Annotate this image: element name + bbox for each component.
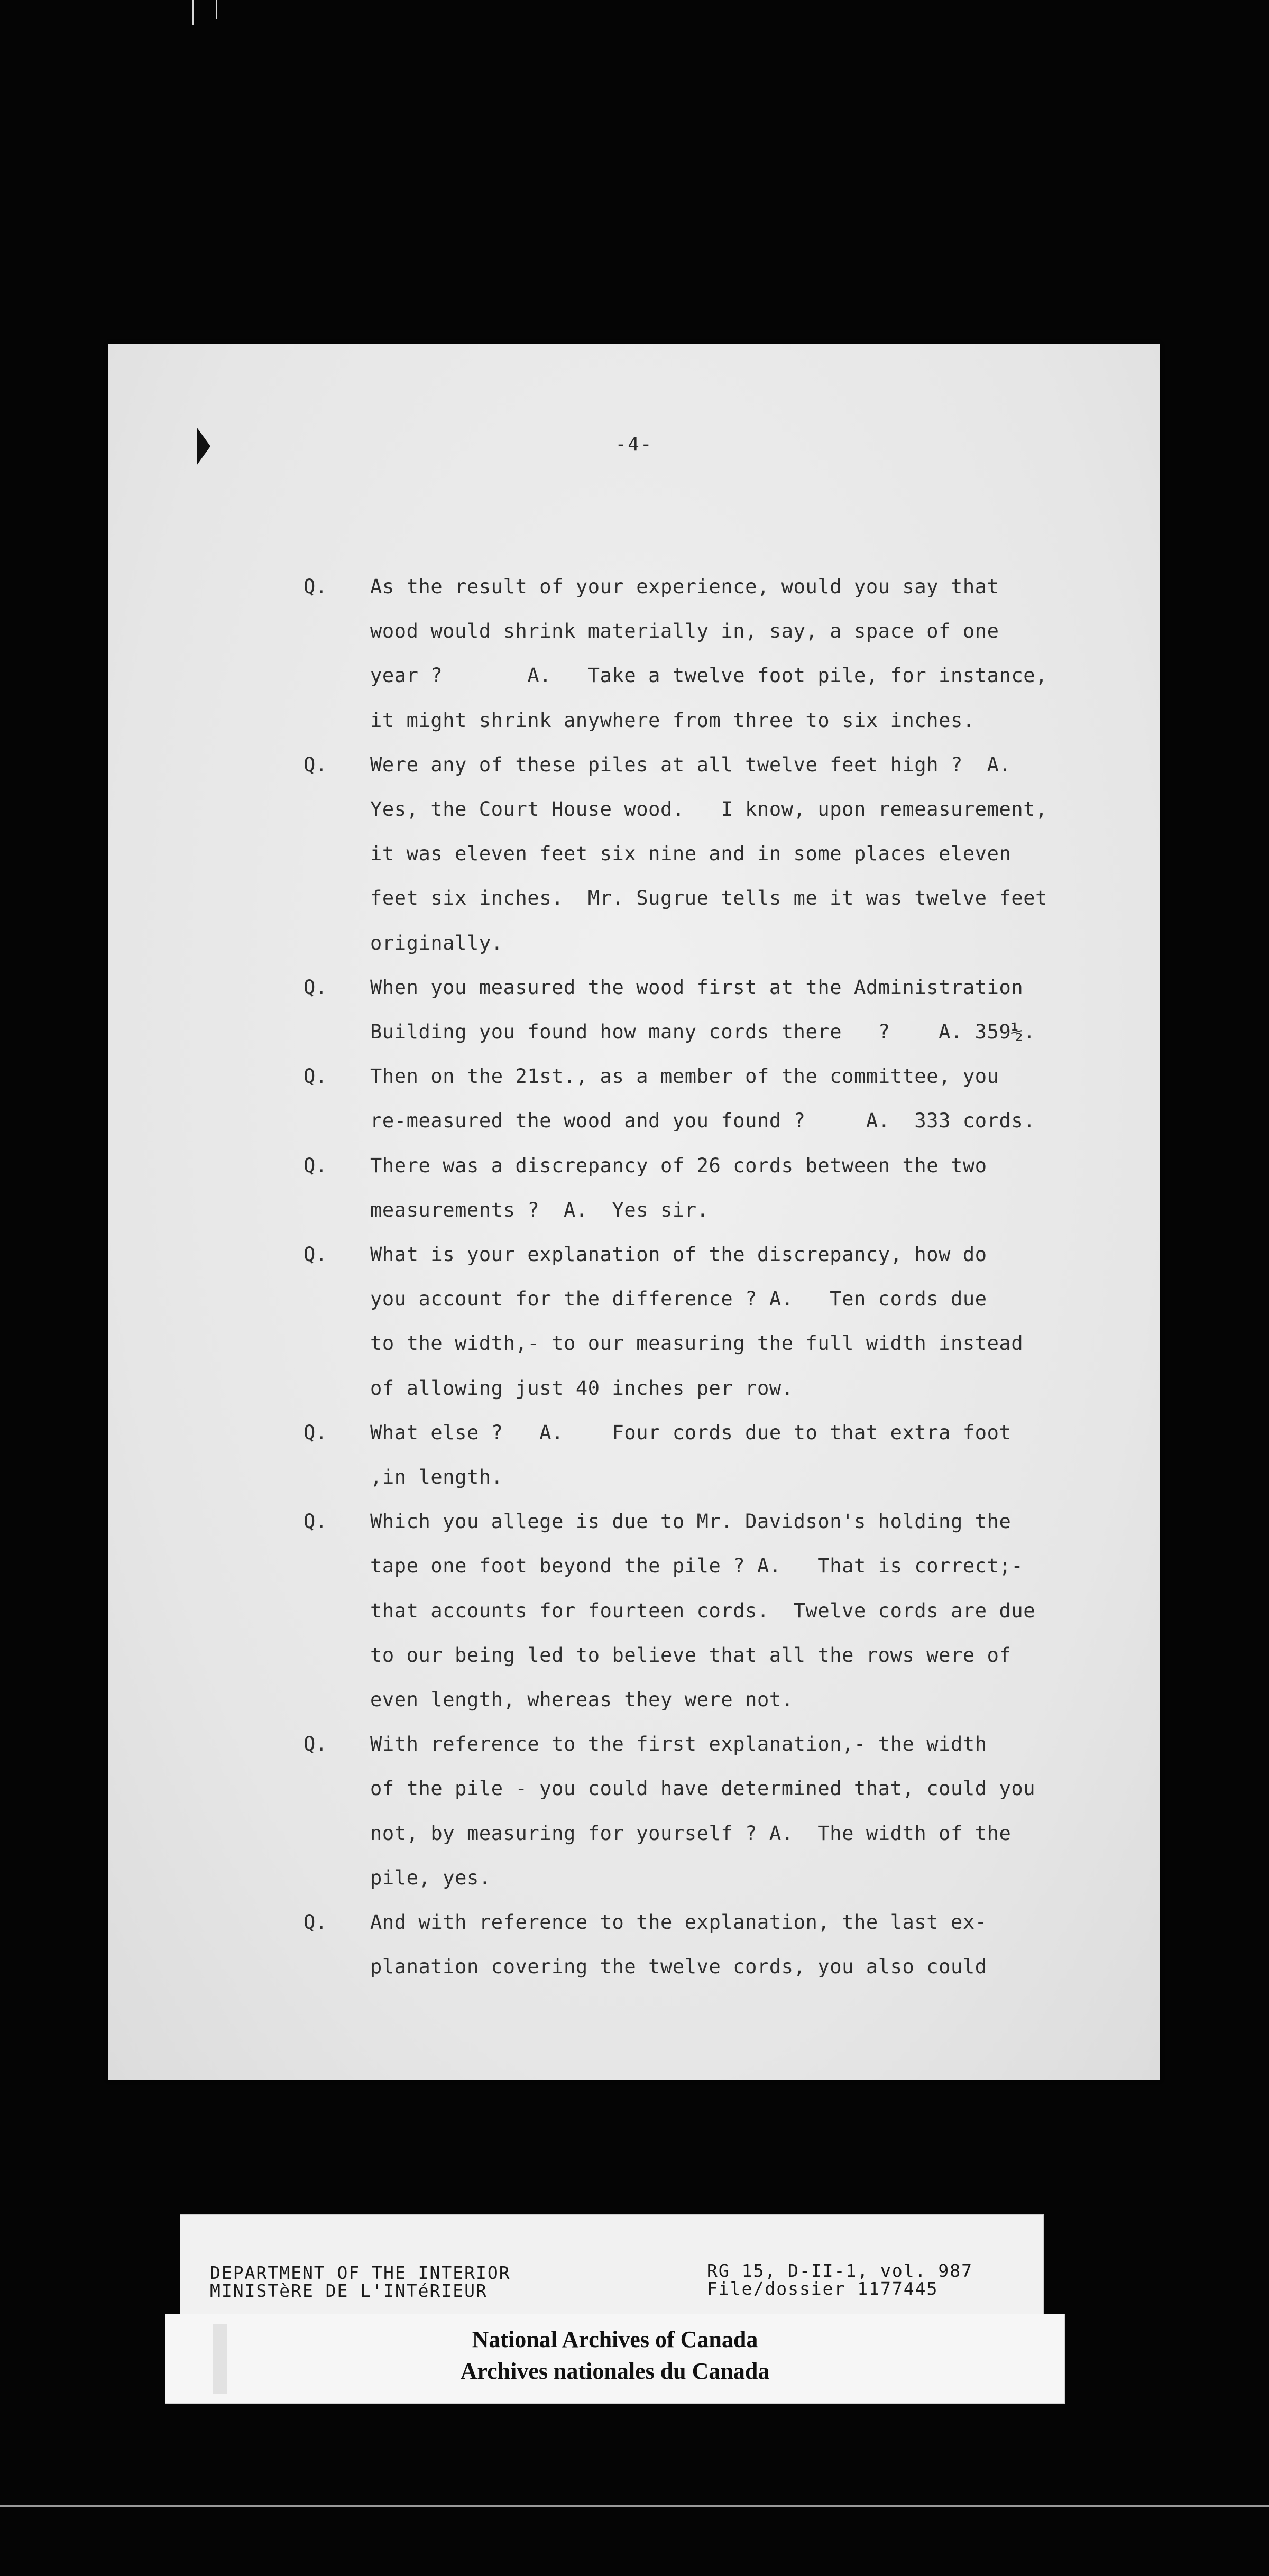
question-marker: Q. bbox=[304, 575, 327, 598]
transcript-line: There was a discrepancy of 26 cords between the two bbox=[370, 1154, 987, 1177]
question-marker: Q. bbox=[304, 1733, 327, 1756]
transcript-line: you account for the difference ? A. Ten cords due bbox=[370, 1287, 987, 1311]
archives-name-fr: Archives nationales du Canada bbox=[460, 2358, 770, 2384]
transcript-line: to our being led to believe that all the rows were of bbox=[370, 1643, 1011, 1667]
transcript-line: Yes, the Court House wood. I know, upon remeasurement, bbox=[370, 798, 1048, 821]
transcript-line: As the result of your experience, would you say that bbox=[370, 575, 999, 598]
transcript-line: planation covering the twelve cords, you also could bbox=[370, 1955, 987, 1979]
transcript-line: tape one foot beyond the pile ? A. That is correct;- bbox=[370, 1554, 1024, 1578]
transcript-line: Then on the 21st., as a member of the committee, you bbox=[370, 1065, 999, 1088]
transcript-line: Were any of these piles at all twelve feet high ? A. bbox=[370, 753, 1011, 776]
transcript-line: wood would shrink materially in, say, a space of one bbox=[370, 620, 999, 643]
transcript-line: What else ? A. Four cords due to that extra foot bbox=[370, 1421, 1011, 1444]
transcript-line: not, by measuring for yourself ? A. The width of the bbox=[370, 1821, 1011, 1845]
file-number: File/dossier 1177445 bbox=[707, 2278, 939, 2299]
transcript-line: Which you allege is due to Mr. Davidson's holding the bbox=[370, 1510, 1011, 1533]
film-edge-line bbox=[0, 2505, 1269, 2507]
transcript-line: even length, whereas they were not. bbox=[370, 1688, 794, 1711]
question-marker: Q. bbox=[304, 1421, 327, 1444]
transcript-line: What is your explanation of the discrepancy, how do bbox=[370, 1243, 987, 1266]
transcript-line: of allowing just 40 inches per row. bbox=[370, 1376, 794, 1400]
question-marker: Q. bbox=[304, 1065, 327, 1088]
transcript-line: And with reference to the explanation, the last ex- bbox=[370, 1911, 987, 1934]
reference-number: RG 15, D-II-1, vol. 987 bbox=[707, 2260, 973, 2281]
transcript-line: ,in length. bbox=[370, 1466, 503, 1488]
question-marker: Q. bbox=[304, 753, 327, 776]
catalogue-label bbox=[180, 2214, 1044, 2316]
page-number: -4- bbox=[615, 434, 653, 455]
transcript-line: re-measured the wood and you found ? A. 333 cords. bbox=[370, 1109, 1036, 1133]
transcript-line: originally. bbox=[370, 931, 503, 954]
archives-name-en: National Archives of Canada bbox=[472, 2326, 758, 2352]
transcript-line: of the pile - you could have determined that, could you bbox=[370, 1777, 1036, 1800]
transcript-line: year ? A. Take a twelve foot pile, for instance, bbox=[370, 664, 1048, 687]
question-marker: Q. bbox=[304, 1911, 327, 1934]
department-fr: MINISTèRE DE L'INTéRIEUR bbox=[210, 2280, 488, 2301]
department-en: DEPARTMENT OF THE INTERIOR bbox=[210, 2262, 511, 2283]
transcript-line: to the width,- to our measuring the full width instead bbox=[370, 1332, 1024, 1355]
transcript-line: measurements ? A. Yes sir. bbox=[370, 1198, 709, 1221]
transcript-line: that accounts for fourteen cords. Twelve cords are due bbox=[370, 1599, 1036, 1622]
transcript-line: it was eleven feet six nine and in some places eleven bbox=[370, 842, 1011, 866]
film-edge-mark bbox=[192, 0, 194, 25]
film-edge-mark bbox=[216, 0, 217, 19]
transcript-line: Building you found how many cords there ? A. 359½. bbox=[370, 1020, 1036, 1043]
question-marker: Q. bbox=[304, 1243, 327, 1266]
qa-transcript bbox=[108, 344, 1160, 2080]
transcript-line: When you measured the wood first at the Administration bbox=[370, 976, 1024, 999]
transcript-line: With reference to the first explanation,- the width bbox=[370, 1733, 987, 1756]
question-marker: Q. bbox=[304, 1510, 327, 1533]
transcript-line: feet six inches. Mr. Sugrue tells me it was twelve feet bbox=[370, 887, 1048, 910]
transcript-line: pile, yes. bbox=[370, 1866, 491, 1889]
transcript-line: it might shrink anywhere from three to six inches. bbox=[370, 709, 975, 732]
question-marker: Q. bbox=[304, 976, 327, 999]
archives-label bbox=[165, 2314, 1065, 2404]
document-page bbox=[108, 344, 1160, 2080]
question-marker: Q. bbox=[304, 1154, 327, 1177]
